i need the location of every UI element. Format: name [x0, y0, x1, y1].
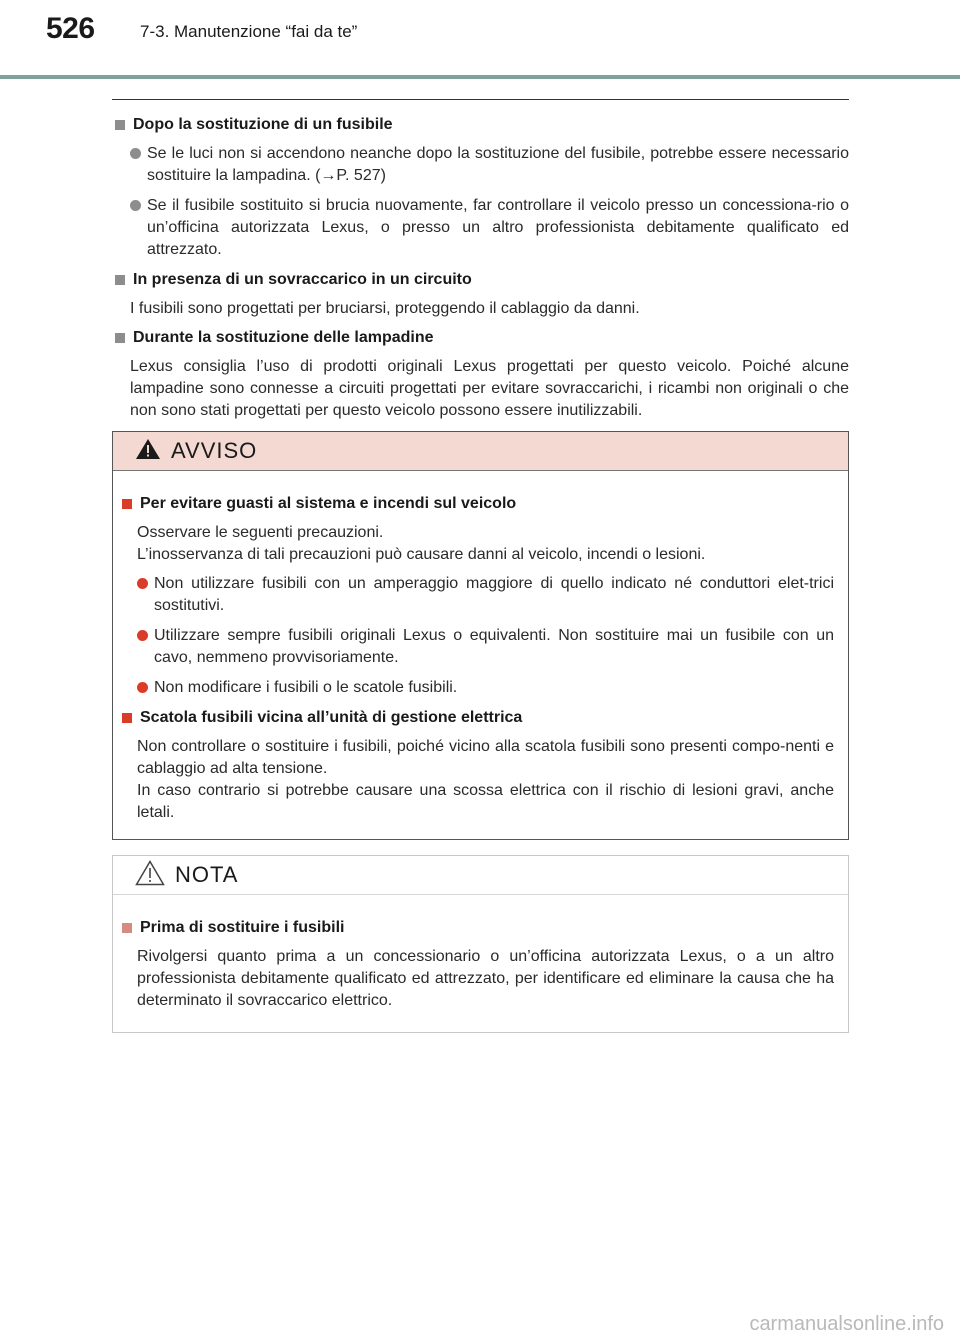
dot-bullet-icon — [137, 630, 148, 641]
warning-item-heading: Scatola fusibili vicina all’unità di gestione elettrica — [119, 707, 834, 729]
main-content — [112, 110, 849, 429]
paragraph: Non controllare o sostituire i fusibili, poiché vicino alla scatola fusibili sono presenti compo-nenti e cablaggio ad alta tensione. In caso contrario si potrebbe causare una scossa elettrica con il rischio di lesioni gravi, anche letali. — [137, 738, 834, 821]
square-bullet-icon — [122, 923, 132, 933]
list-item: Non modificare i fusibili o le scatole fusibili. — [137, 677, 834, 699]
caution-icon — [135, 860, 165, 891]
note-title: NOTA — [175, 862, 239, 887]
note-header — [113, 856, 848, 895]
paragraph: I fusibili sono progettati per bruciarsi, proteggendo il cablaggio da danni. — [130, 300, 640, 317]
dot-bullet-icon — [137, 578, 148, 589]
warning-body — [113, 471, 848, 845]
header-rule — [0, 75, 960, 79]
warning-item-heading: Per evitare guasti al sistema e incendi sul veicolo — [119, 493, 834, 515]
note-box — [112, 855, 849, 1033]
list-item: Se le luci non si accendono neanche dopo la sostituzione del fusibile, potrebbe essere necessario sostituire la lampadina. (→P. 527) — [130, 143, 849, 187]
page-number: 526 — [46, 12, 95, 45]
page-header — [0, 0, 960, 80]
list-item: Se il fusibile sostituito si brucia nuovamente, far controllare il veicolo presso un concessiona-rio o un’officina autorizzata Lexus, o presso un altro professionista debitamente qualificato ed attrezzato. — [130, 195, 849, 261]
square-bullet-icon — [115, 333, 125, 343]
note-body — [113, 895, 848, 1033]
dot-bullet-icon — [137, 682, 148, 693]
dot-bullet-icon — [130, 200, 141, 211]
section-heading: Dopo la sostituzione di un fusibile — [112, 114, 849, 136]
paragraph: Rivolgersi quanto prima a un concessionario o un’officina autorizzata Lexus, o a un altro professionista debitamente qualificato ed attrezzato, per identificare ed eliminare la causa che ha determinato il sovraccarico elettrico. — [137, 948, 834, 1009]
warning-header — [113, 432, 848, 471]
dot-bullet-icon — [130, 148, 141, 159]
note-heading: Prima di sostituire i fusibili — [119, 917, 834, 939]
section-heading: Durante la sostituzione delle lampadine — [112, 327, 849, 349]
watermark: carmanualsonline.info — [749, 1313, 944, 1335]
square-bullet-icon — [115, 120, 125, 130]
square-bullet-icon — [122, 713, 132, 723]
divider — [112, 99, 849, 100]
list-item: Non utilizzare fusibili con un amperaggio maggiore di quello indicato né conduttori elet-trici sostitutivi. — [137, 573, 834, 617]
section-heading: In presenza di un sovraccarico in un circuito — [112, 269, 849, 291]
paragraph: Lexus consiglia l’uso di prodotti originali Lexus progettati per questo veicolo. Poiché alcune lampadine sono connesse a circuiti progettati per evitare sovraccarichi, i ricambi non originali o che non sono stati progettati per questo veicolo possono essere inutilizzabili. — [130, 358, 849, 419]
warning-title: AVVISO — [171, 438, 258, 463]
list-item: Utilizzare sempre fusibili originali Lexus o equivalenti. Non sostituire mai un fusibile con un cavo, nemmeno provvisoriamente. — [137, 625, 834, 669]
warning-box — [112, 431, 849, 840]
square-bullet-icon — [122, 499, 132, 509]
paragraph: Osservare le seguenti precauzioni. L’inosservanza di tali precauzioni può causare danni al veicolo, incendi o lesioni. — [137, 524, 706, 563]
section-title: 7-3. Manutenzione “fai da te” — [140, 22, 358, 41]
warning-icon — [135, 438, 161, 465]
square-bullet-icon — [115, 275, 125, 285]
